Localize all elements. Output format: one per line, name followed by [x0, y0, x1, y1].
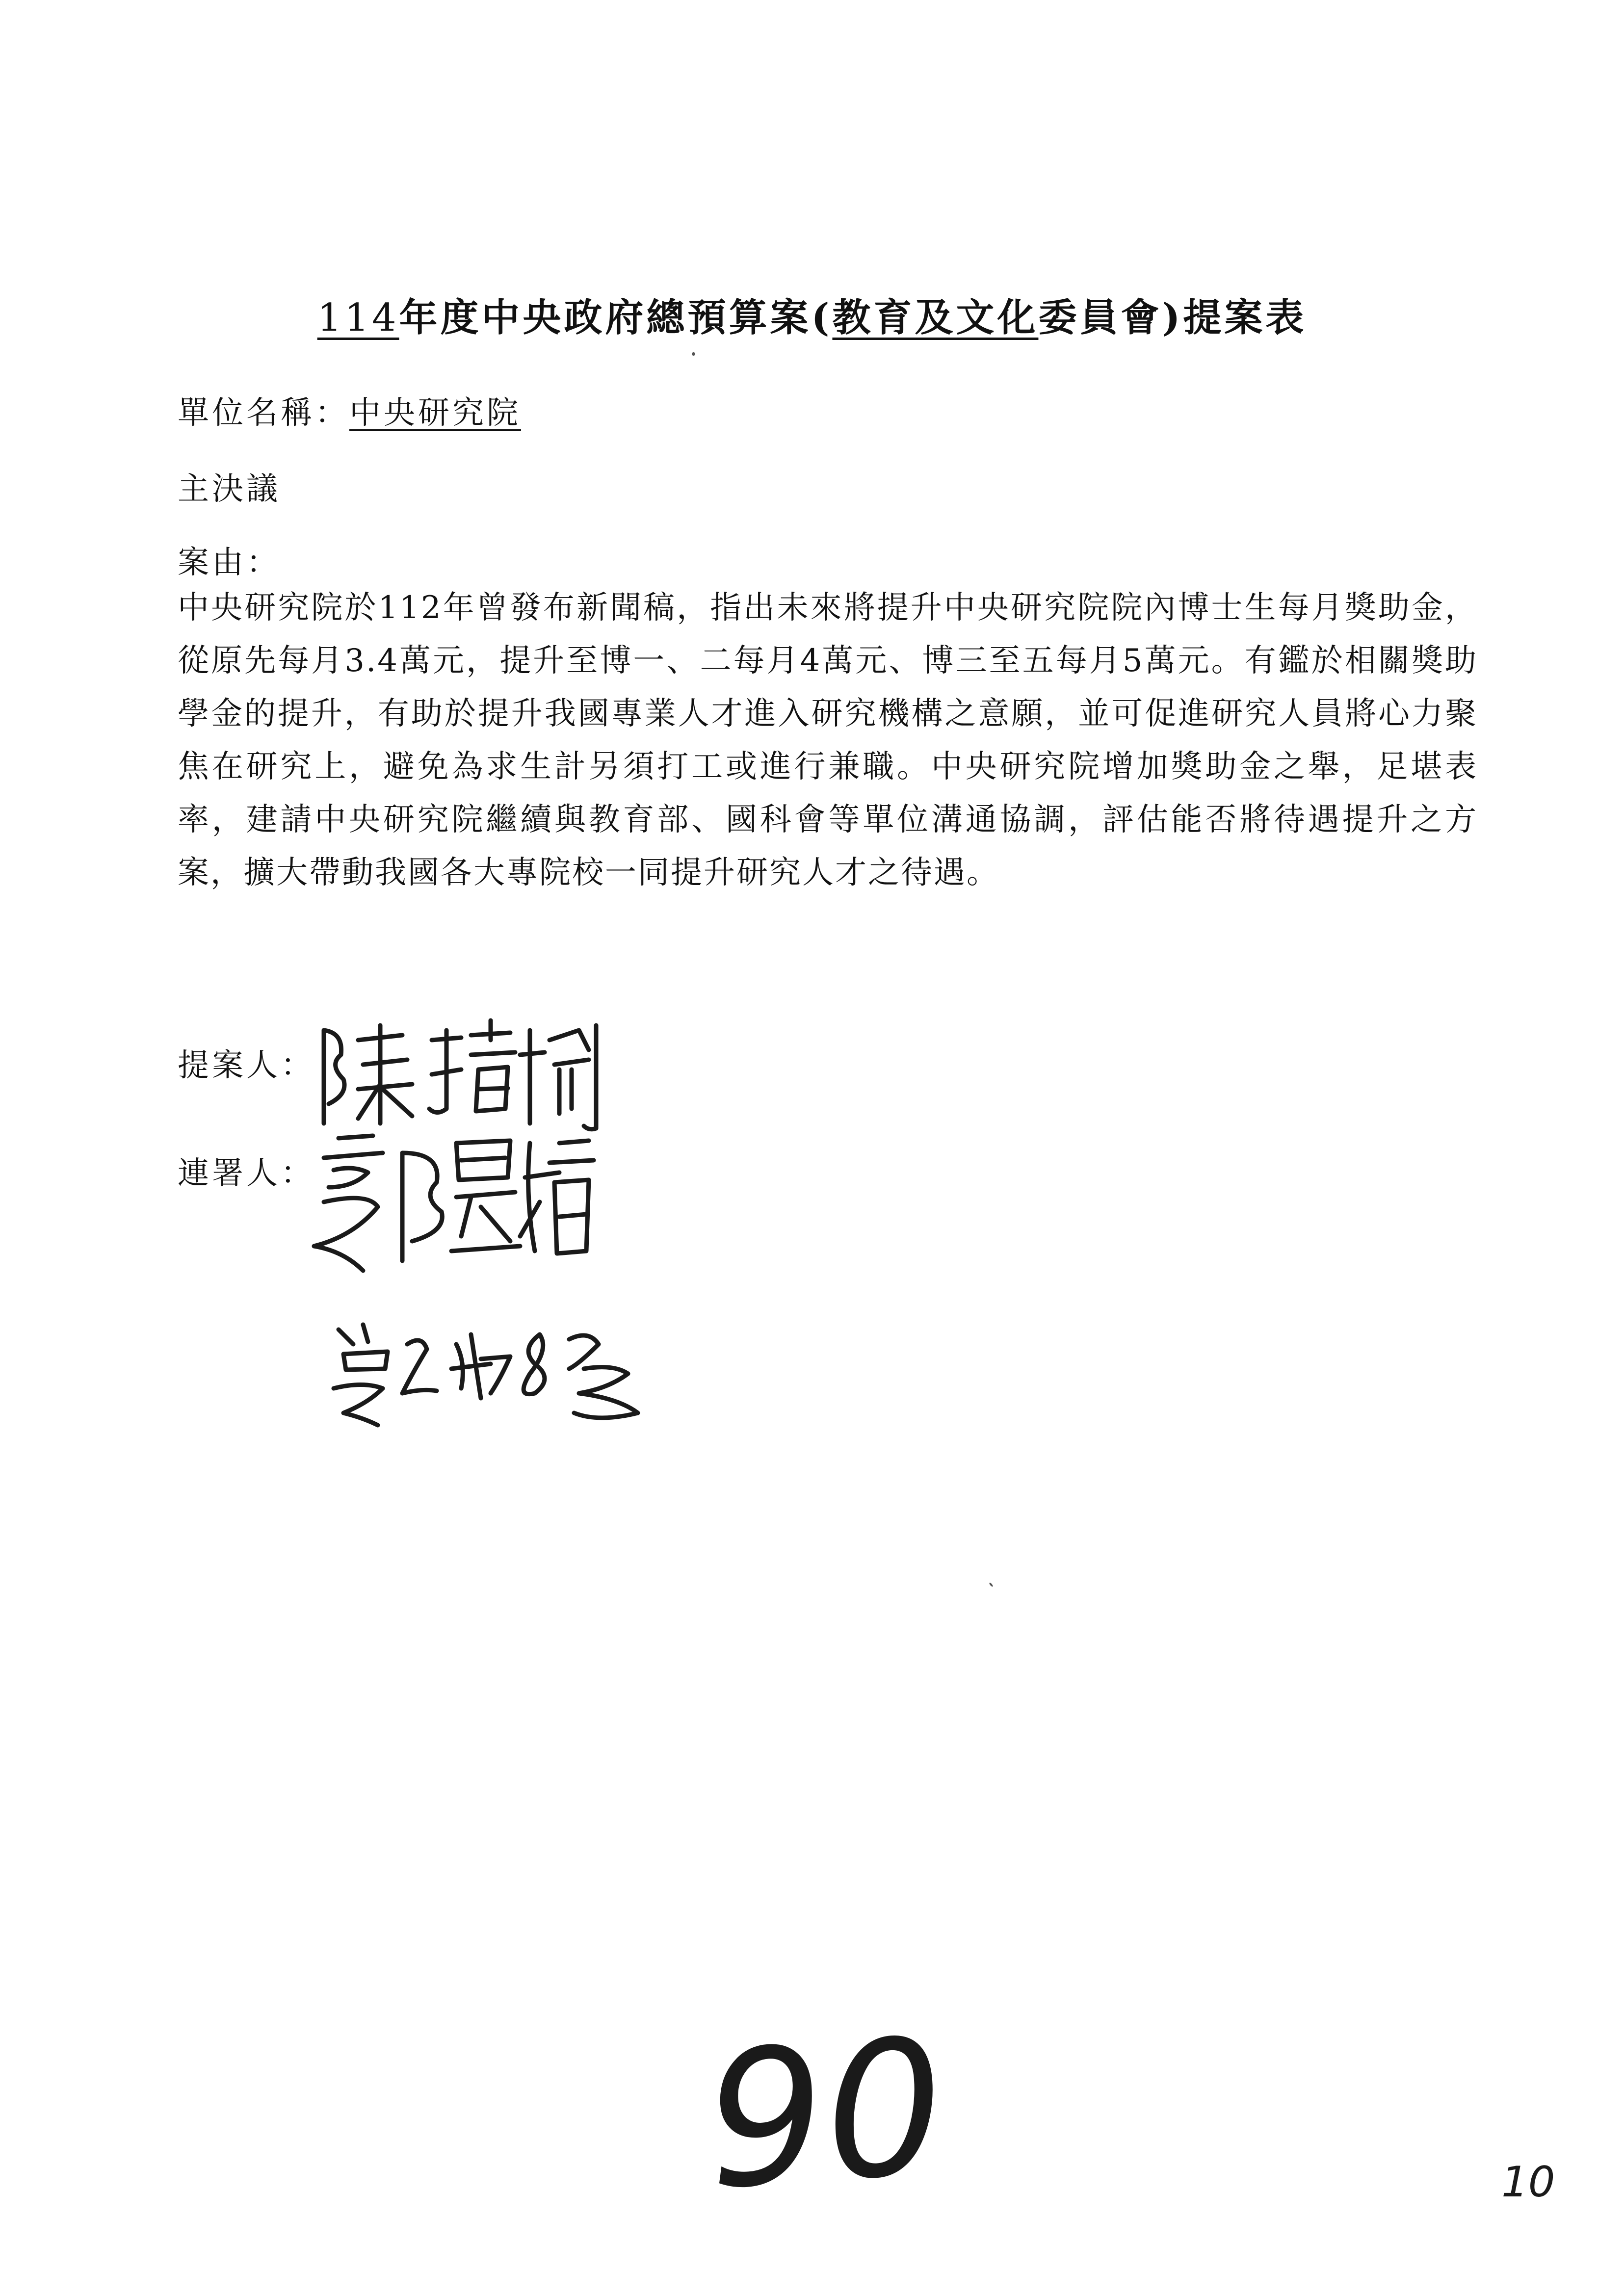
- title-middle: 年度中央政府總預算案(: [399, 295, 833, 340]
- title-end: 委員會)提案表: [1038, 295, 1307, 340]
- proposer-signature: [314, 1011, 608, 1133]
- cosigner-label: 連署人：: [178, 1155, 315, 1192]
- cosigner-signature-1: [294, 1123, 599, 1280]
- resolution-type: 主決議: [178, 471, 281, 507]
- unit-row: [178, 388, 521, 433]
- document-title: [0, 287, 1624, 342]
- unit-name: 中央研究院: [349, 395, 521, 431]
- scan-speck: [989, 1582, 993, 1587]
- title-committee: 教育及文化: [832, 295, 1039, 340]
- cause-label: 案由：: [178, 545, 281, 581]
- cause-body: 中央研究院於112年曾發布新聞稿，指出未來將提升中央研究院院內博士生每月獎助金，從原先每月3.4萬元，提升至博一、二每月4萬元、博三至五每月5萬元。有鑑於相關獎助學金的提升，有助於提升我國專業人才進入研究機構之意願，並可促進研究人員將心力聚焦在研究上，避免為求生計另須打工或進行兼職。中央研究院增加獎助金之舉，足堪表率，建請中央研究院繼續與教育部、國科會等單位溝通協調，評估能否將待遇提升之方案，擴大帶動我國各大專院校一同提升研究人才之待遇。: [178, 590, 1478, 891]
- proposer-label: 提案人：: [178, 1047, 315, 1084]
- handwritten-page-number: 90: [699, 1997, 951, 2231]
- handwritten-sheet-number: 10: [1501, 2158, 1555, 2207]
- scan-speck: [692, 352, 695, 356]
- title-year: 114: [317, 296, 399, 340]
- cosigner-signature-2: [324, 1315, 657, 1428]
- unit-label: 單位名稱：: [178, 395, 349, 431]
